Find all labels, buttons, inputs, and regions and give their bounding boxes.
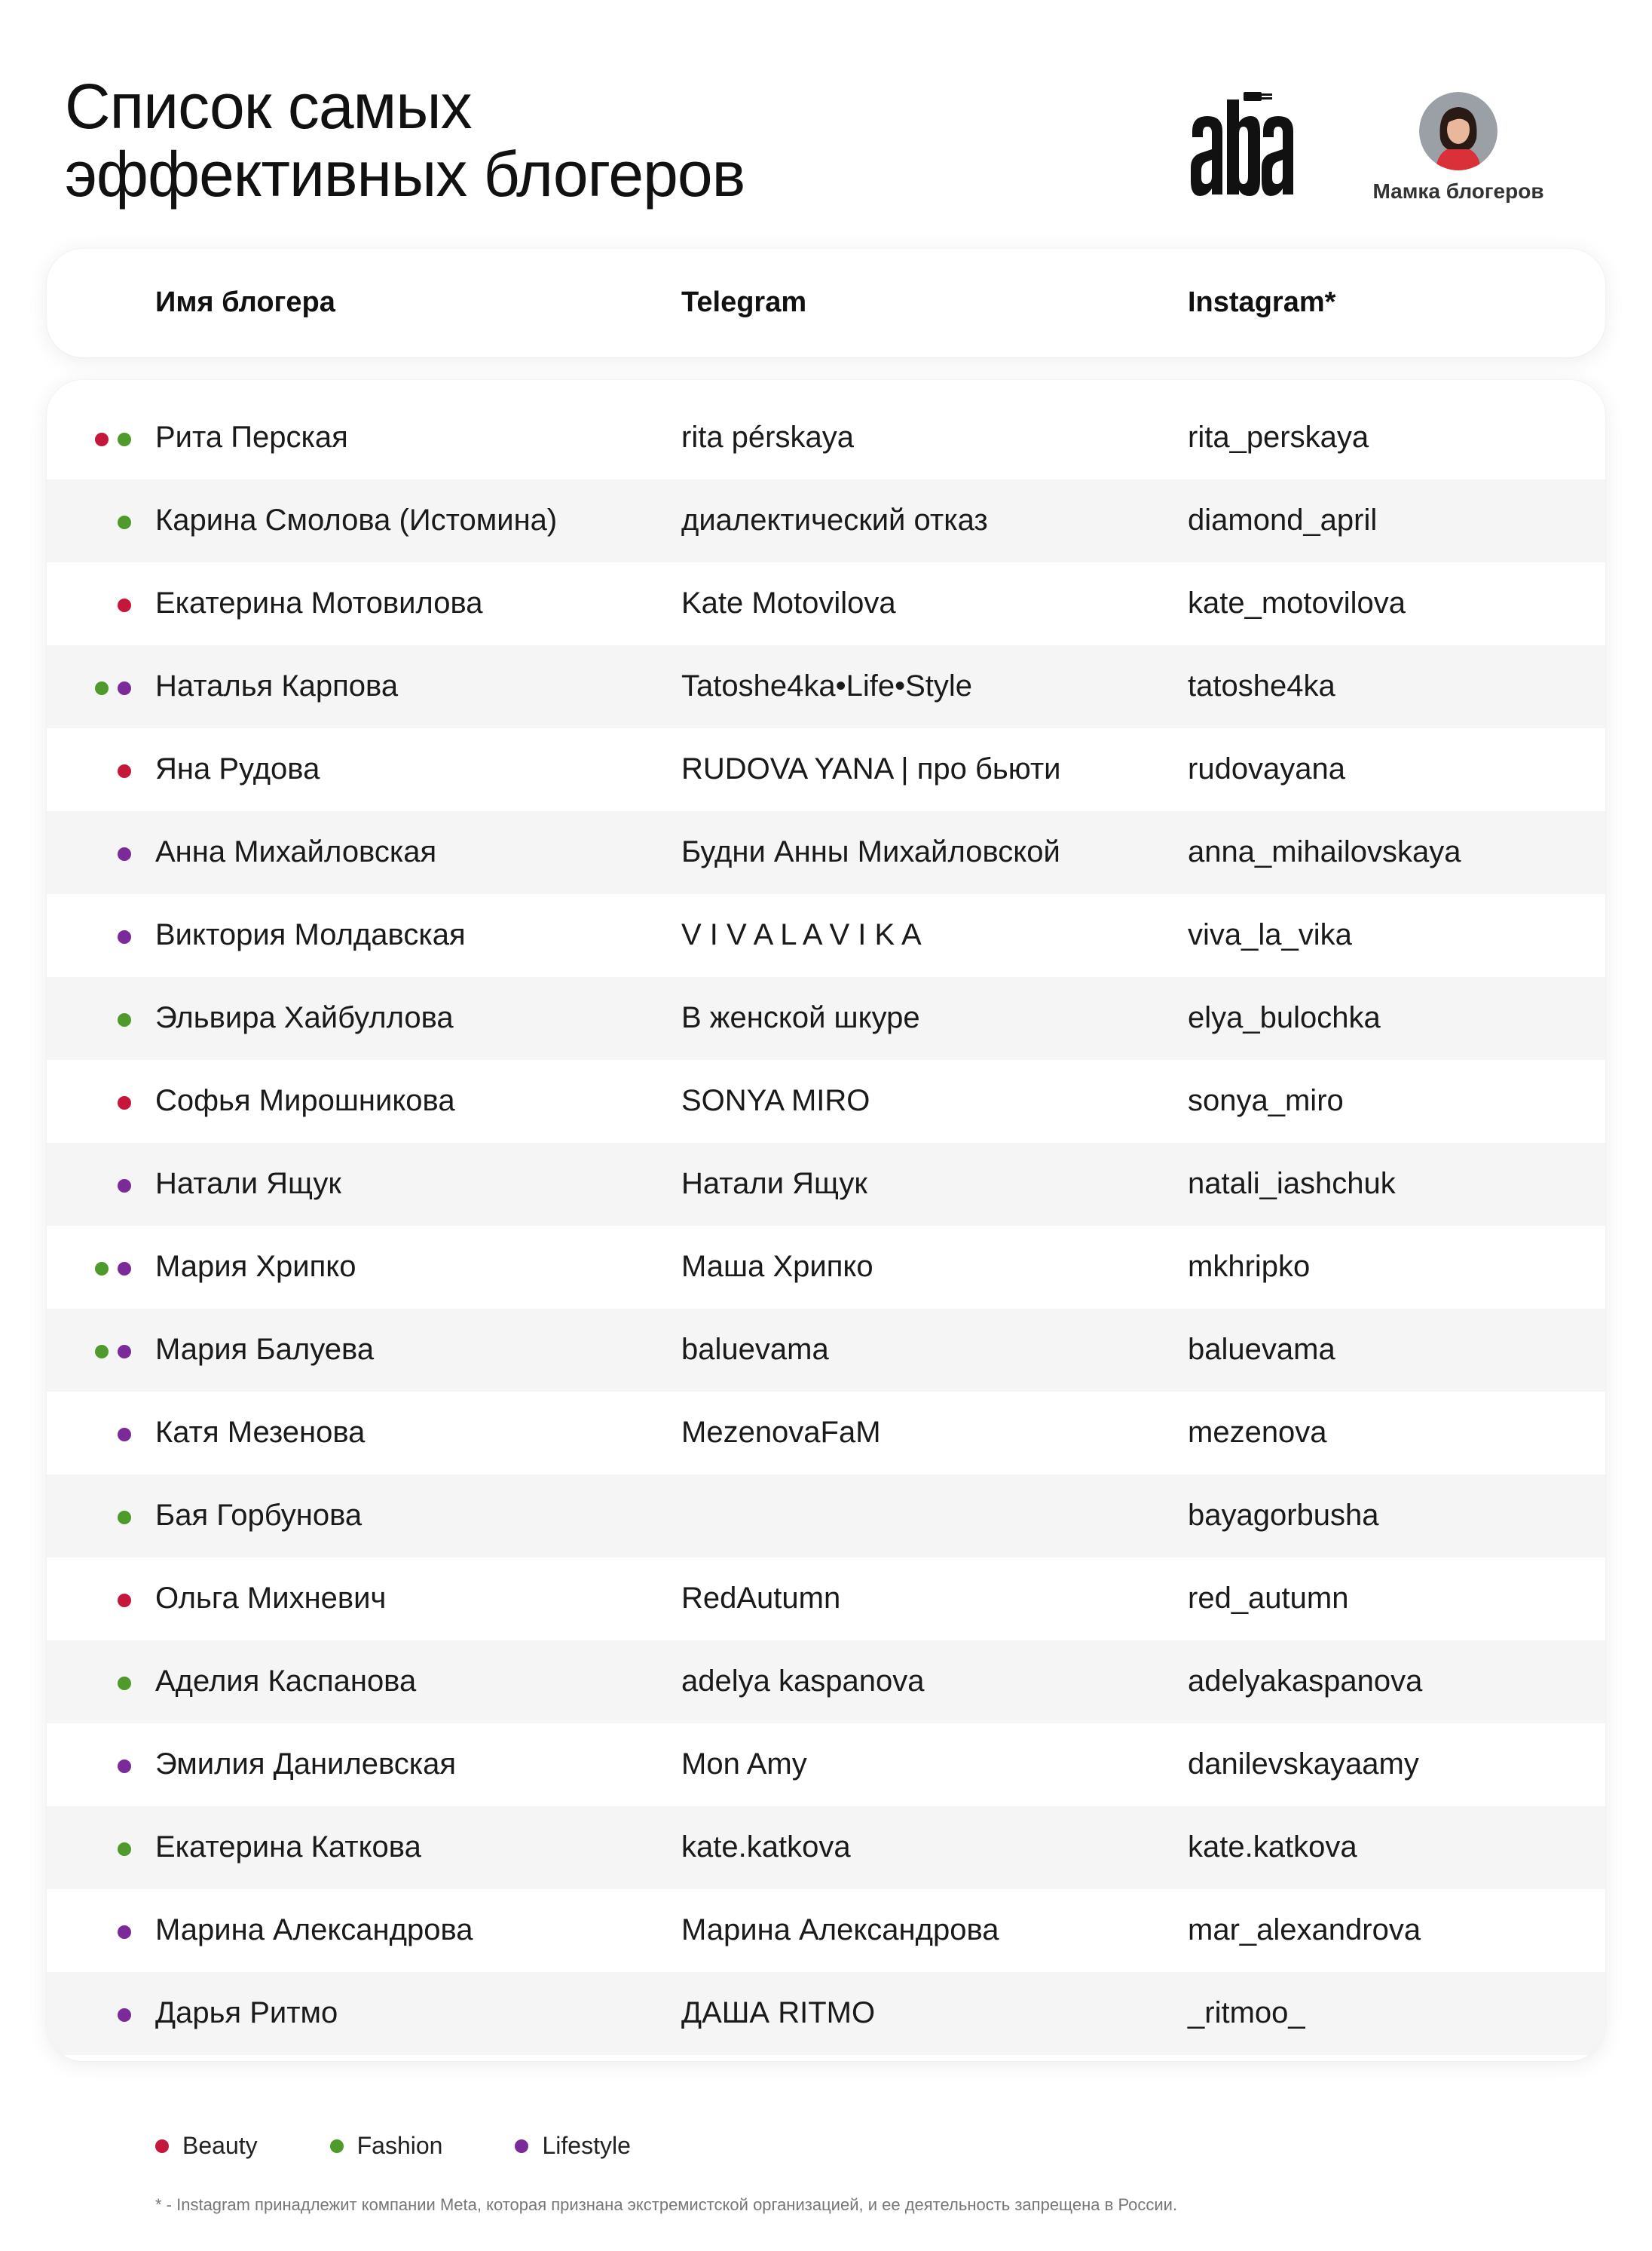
legend-label-lifestyle: Lifestyle [542, 2132, 631, 2159]
blogger-name: Наталья Карпова [155, 669, 399, 703]
beauty-dot-icon [118, 764, 131, 778]
lifestyle-dot-icon [118, 1925, 131, 1939]
author-name: Мамка блогеров [1372, 179, 1544, 203]
table-row [47, 479, 1605, 562]
blogger-name: Мария Хрипко [155, 1250, 356, 1283]
instagram-handle: bayagorbusha [1188, 1499, 1379, 1532]
instagram-handle: tatoshe4ka [1188, 669, 1335, 703]
instagram-handle: baluevama [1188, 1333, 1335, 1366]
category-dots [118, 1179, 131, 1193]
category-dots [118, 1013, 131, 1027]
lifestyle-dot-icon [118, 1428, 131, 1441]
table-body [47, 397, 1605, 2055]
category-dots [118, 764, 131, 778]
table-row [47, 1806, 1605, 1889]
blogger-name: Марина Александрова [155, 1913, 473, 1946]
table-row [47, 1972, 1605, 2055]
title-line-2: эффективных блогеров [65, 139, 745, 210]
lifestyle-dot-icon [118, 2008, 131, 2022]
table-row [47, 645, 1605, 728]
instagram-handle: mkhripko [1188, 1250, 1311, 1283]
instagram-handle: red_autumn [1188, 1582, 1349, 1615]
table-row [47, 728, 1605, 811]
instagram-handle: elya_bulochka [1188, 1001, 1381, 1034]
author-avatar [1419, 92, 1498, 170]
instagram-handle: viva_la_vika [1188, 918, 1352, 951]
legend-item-beauty [155, 2132, 258, 2160]
instagram-handle: mezenova [1188, 1416, 1327, 1449]
beauty-dot-icon [118, 1594, 131, 1607]
instagram-handle: _ritmoo_ [1188, 1996, 1305, 2029]
table-row [47, 1143, 1605, 1226]
category-dots [118, 1594, 131, 1607]
blogger-name: Екатерина Каткова [155, 1830, 421, 1864]
column-header-telegram: Telegram [681, 286, 807, 318]
blogger-name: Эльвира Хайбуллова [155, 1001, 454, 1034]
fashion-dot-icon [118, 1511, 131, 1524]
page-title [65, 72, 745, 208]
category-dots [95, 433, 131, 446]
table-row [47, 1226, 1605, 1309]
fashion-dot-icon [118, 433, 131, 446]
table-row [47, 1723, 1605, 1806]
category-dots [118, 1925, 131, 1939]
category-dots [118, 847, 131, 861]
fashion-dot-icon [95, 681, 109, 695]
category-dots [118, 1096, 131, 1110]
fashion-dot-icon [330, 2139, 344, 2153]
telegram-channel: RUDOVA YANA | про бьюти [681, 752, 1061, 786]
blogger-name: Катя Мезенова [155, 1416, 366, 1449]
lifestyle-dot-icon [118, 1262, 131, 1276]
blogger-name: Карина Смолова (Истомина) [155, 504, 558, 537]
blogger-name: Екатерина Мотовилова [155, 586, 483, 620]
table-row [47, 1475, 1605, 1557]
blogger-name: Мария Балуева [155, 1333, 375, 1366]
telegram-channel: ДАША RITMO [681, 1996, 876, 2029]
instagram-handle: kate_motovilova [1188, 586, 1406, 620]
instagram-handle: kate.katkova [1188, 1830, 1357, 1864]
table-row [47, 811, 1605, 894]
lifestyle-dot-icon [515, 2139, 528, 2153]
category-dots [118, 599, 131, 612]
fashion-dot-icon [95, 1345, 109, 1358]
column-header-instagram: Instagram* [1188, 286, 1336, 318]
category-dots [95, 1262, 131, 1276]
telegram-channel: Будни Анны Михайловской [681, 835, 1060, 868]
blogger-name: Аделия Каспанова [155, 1665, 417, 1698]
table-row [47, 1392, 1605, 1475]
telegram-channel: Mon Amy [681, 1747, 807, 1781]
telegram-channel: В женской шкуре [681, 1001, 920, 1034]
footnote: * - Instagram принадлежит компании Meta, которая признана экстремистской организацией, и ее деятельность запрещена в России. [155, 2195, 1178, 2214]
telegram-channel: kate.katkova [681, 1830, 851, 1864]
table-row [47, 1640, 1605, 1723]
instagram-handle: rudovayana [1188, 752, 1346, 786]
table-row [47, 977, 1605, 1060]
blogger-name: Яна Рудова [155, 752, 320, 786]
category-dots [118, 930, 131, 944]
title-line-1: Список самых [65, 71, 472, 142]
telegram-channel: Маша Хрипко [681, 1250, 873, 1283]
blogger-name: Натали Ящук [155, 1167, 341, 1200]
telegram-channel: adelya kaspanova [681, 1665, 925, 1698]
legend-label-fashion: Fashion [356, 2132, 443, 2159]
author-block [1364, 92, 1553, 204]
fashion-dot-icon [118, 516, 131, 529]
blogger-name: Софья Мирошникова [155, 1084, 455, 1117]
instagram-handle: diamond_april [1188, 504, 1378, 537]
blogger-name: Анна Михайловская [155, 835, 437, 868]
category-dots [95, 681, 131, 695]
instagram-handle: rita_perskaya [1188, 421, 1369, 454]
blogger-name: Дарья Ритмо [155, 1996, 338, 2029]
blogger-name: Ольга Михневич [155, 1582, 387, 1615]
table-row [47, 397, 1605, 479]
instagram-handle: anna_mihailovskaya [1188, 835, 1461, 868]
table-header-card [47, 249, 1605, 357]
instagram-handle: sonya_miro [1188, 1084, 1344, 1117]
table-header-row [47, 249, 1605, 357]
lifestyle-dot-icon [118, 1759, 131, 1773]
lifestyle-dot-icon [118, 1345, 131, 1358]
table-row [47, 562, 1605, 645]
category-dots [118, 2008, 131, 2022]
instagram-handle: danilevskayaamy [1188, 1747, 1419, 1781]
category-dots [118, 1677, 131, 1690]
instagram-handle: natali_iashchuk [1188, 1167, 1396, 1200]
telegram-channel: rita pérskaya [681, 421, 854, 454]
category-dots [95, 1345, 131, 1358]
beauty-dot-icon [118, 1096, 131, 1110]
beauty-dot-icon [155, 2139, 169, 2153]
lifestyle-dot-icon [118, 681, 131, 695]
lifestyle-dot-icon [118, 847, 131, 861]
table-body-card [47, 380, 1605, 2061]
telegram-channel: Натали Ящук [681, 1167, 867, 1200]
legend-item-fashion [330, 2132, 443, 2160]
category-dots [118, 1842, 131, 1856]
table-row [47, 1889, 1605, 1972]
category-dots [118, 1428, 131, 1441]
category-legend [155, 2132, 703, 2160]
category-dots [118, 1511, 131, 1524]
category-dots [118, 516, 131, 529]
telegram-channel: MezenovaFaM [681, 1416, 881, 1449]
fashion-dot-icon [95, 1262, 109, 1276]
instagram-handle: mar_alexandrova [1188, 1913, 1421, 1946]
table-row [47, 1309, 1605, 1392]
telegram-channel: Kate Motovilova [681, 586, 896, 620]
telegram-channel: RedAutumn [681, 1582, 841, 1615]
column-header-name: Имя блогера [155, 286, 335, 318]
telegram-channel: SONYA MIRO [681, 1084, 870, 1117]
telegram-channel: Марина Александрова [681, 1913, 999, 1946]
fashion-dot-icon [118, 1842, 131, 1856]
category-dots [118, 1759, 131, 1773]
beauty-dot-icon [118, 599, 131, 612]
telegram-channel: диалектический отказ [681, 504, 988, 537]
lifestyle-dot-icon [118, 930, 131, 944]
blogger-name: Виктория Молдавская [155, 918, 466, 951]
blogger-name: Рита Перская [155, 421, 348, 454]
telegram-channel: V I V A L A V I K A [681, 918, 922, 951]
telegram-channel: Tatoshe4ka•Life•Style [681, 669, 973, 703]
beauty-dot-icon [95, 433, 109, 446]
table-row [47, 894, 1605, 977]
legend-label-beauty: Beauty [182, 2132, 258, 2159]
blogger-name: Бая Горбунова [155, 1499, 363, 1532]
aba-logo [1189, 89, 1295, 202]
fashion-dot-icon [118, 1677, 131, 1690]
fashion-dot-icon [118, 1013, 131, 1027]
telegram-channel: baluevama [681, 1333, 829, 1366]
table-row [47, 1060, 1605, 1143]
table-row [47, 1557, 1605, 1640]
lifestyle-dot-icon [118, 1179, 131, 1193]
legend-item-lifestyle [515, 2132, 630, 2160]
blogger-name: Эмилия Данилевская [155, 1747, 457, 1781]
instagram-handle: adelyakaspanova [1188, 1665, 1423, 1698]
